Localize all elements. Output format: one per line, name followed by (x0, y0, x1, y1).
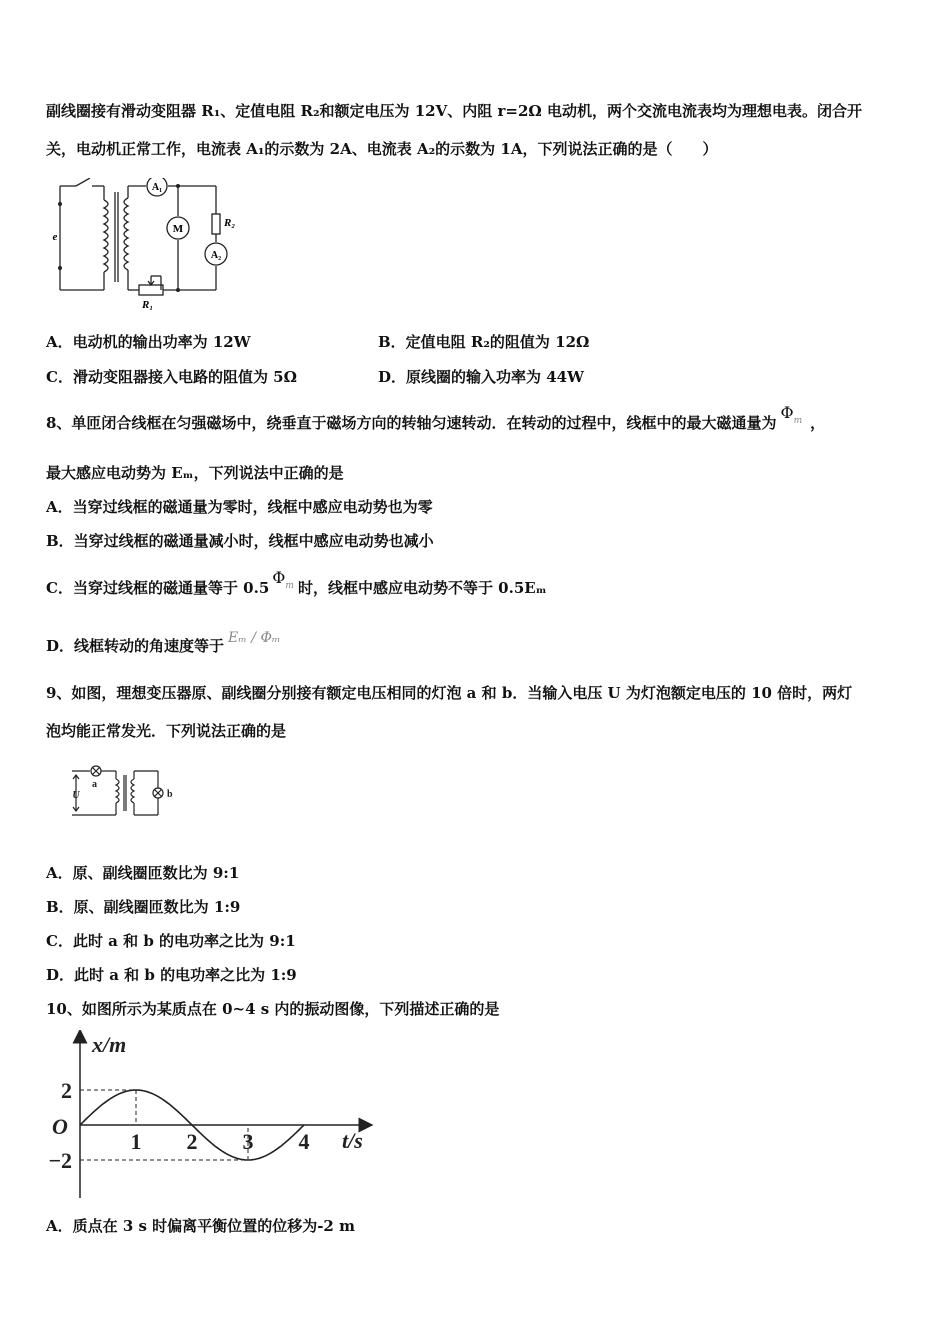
q8-option-c-post: 时，线框中感应电动势不等于 0.5Eₘ (297, 579, 547, 597)
q9-stem-line1: 9、如图，理想变压器原、副线圈分别接有额定电压相同的灯泡 a 和 b．当输入电压 U 为灯泡额定电压的 10 倍时，两灯 (46, 684, 853, 702)
q9-option-a: A．原、副线圈匝数比为 9:1 (46, 864, 240, 882)
q7-source-label: e (52, 231, 58, 243)
q8-option-c-pre: C．当穿过线框的磁通量等于 0.5 (46, 579, 270, 597)
q9-option-c: C．此时 a 和 b 的电功率之比为 9:1 (46, 932, 296, 950)
chart-x-axis-label: t/s (342, 1128, 363, 1153)
q8-option-c-phi: Φ (272, 568, 286, 587)
q9-option-d: D．此时 a 和 b 的电功率之比为 1:9 (46, 966, 297, 984)
q8-stem-line1 (46, 403, 826, 437)
q8-option-d (46, 630, 281, 658)
q8-option-d-pre: D．线框转动的角速度等于 (46, 637, 225, 655)
q8-stem-text: 8、单匝闭合线框在匀强磁场中，绕垂直于磁场方向的转轴匀速转动．在转动的过程中，线框中的最大磁通量为 (46, 414, 777, 432)
chart-x-tick-label: 2 (186, 1129, 198, 1154)
q7-r1-label: R₁ (142, 299, 154, 311)
q7-option-b: B．定值电阻 R₂的阻值为 12Ω (378, 333, 590, 351)
q7-option-d: D．原线圈的输入功率为 44W (378, 368, 584, 386)
q10-vibration-chart (44, 1030, 384, 1205)
q9-transformer-figure (66, 763, 186, 823)
q9-u-label: U (72, 790, 80, 801)
q8-stem-line2: 最大感应电动势为 Eₘ，下列说法中正确的是 (46, 464, 344, 482)
q8-stem-line1-end: ， (810, 414, 826, 432)
q10-option-a: A．质点在 3 s 时偏离平衡位置的位移为-2 m (46, 1217, 355, 1235)
q7-r2-label: R₂ (224, 217, 236, 229)
q8-phi-subscript: m (793, 416, 803, 426)
q10-stem: 10、如图所示为某质点在 0~4 s 内的振动图像，下列描述正确的是 (46, 1000, 500, 1018)
q8-phi-symbol: Φ (780, 403, 794, 422)
chart-origin-label: O (52, 1114, 68, 1139)
q9-option-b: B．原、副线圈匝数比为 1:9 (46, 898, 241, 916)
q9-stem-line2: 泡均能正常发光．下列说法正确的是 (46, 722, 287, 740)
chart-x-tick-label: 1 (130, 1129, 142, 1154)
q7-stem-line1: 副线圈接有滑动变阻器 R₁、定值电阻 R₂和额定电压为 12V、内阻 r=2Ω 电动机，两个交流电流表均为理想电表。闭合开 (46, 102, 862, 120)
q8-option-c-phi-sub: m (285, 581, 294, 591)
q8-option-d-formula: Eₘ / Φₘ (228, 630, 281, 646)
q7-a2-label: A₂ (210, 250, 222, 261)
q7-stem-line2: 关，电动机正常工作，电流表 A₁的示数为 2A、电流表 A₂的示数为 1A，下列说法正确的是（ ） (46, 140, 718, 158)
q7-option-c: C．滑动变阻器接入电路的阻值为 5Ω (46, 368, 297, 386)
q7-option-a: A．电动机的输出功率为 12W (46, 333, 251, 351)
q7-a1-label: A₁ (151, 182, 163, 193)
chart-x-tick-label: 4 (298, 1129, 310, 1154)
chart-y-tick-label: −2 (48, 1148, 72, 1173)
q9-a-label: a (92, 779, 97, 790)
chart-y-tick-label: 2 (61, 1078, 72, 1103)
q8-option-b: B．当穿过线框的磁通量减小时，线框中感应电动势也减小 (46, 532, 434, 550)
q8-option-c (46, 568, 547, 602)
q7-motor-label: M (172, 223, 184, 235)
chart-x-tick-label: 3 (242, 1129, 254, 1154)
chart-y-axis-label: x/m (92, 1032, 127, 1057)
q9-b-label: b (167, 789, 173, 800)
q7-circuit-figure (46, 178, 236, 313)
q8-option-a: A．当穿过线框的磁通量为零时，线框中感应电动势也为零 (46, 498, 433, 516)
